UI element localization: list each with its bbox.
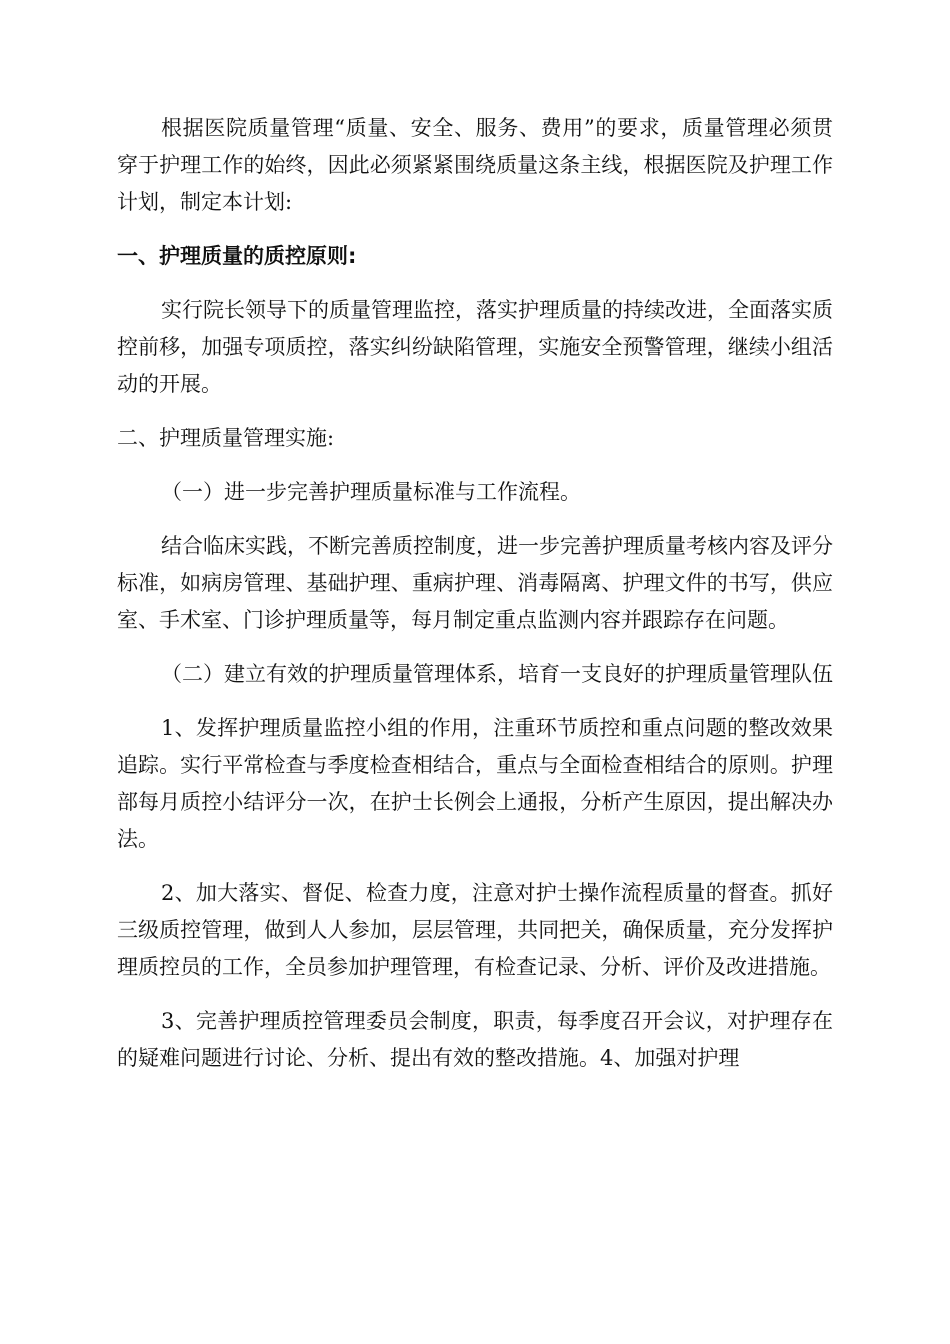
sub1-body: 结合临床实践，不断完善质控制度，进一步完善护理质量考核内容及评分标准，如病房管理、基础护理、重病护理、消毒隔离、护理文件的书写，供应室、手术室、门诊护理质量等，每月制定重点监测内容并跟踪存在问题。 bbox=[117, 534, 833, 632]
document-page bbox=[117, 110, 833, 1094]
sub2-heading: （二）建立有效的护理质量管理体系，培育一支良好的护理质量管理队伍 bbox=[161, 662, 833, 686]
item2-paragraph: 2、加大落实、督促、检查力度，注意对护士操作流程质量的督查。抓好三级质控管理，做到人人参加，层层管理，共同把关，确保质量，充分发挥护理质控员的工作，全员参加护理管理，有检查记录、分析、评价及改进措施。 bbox=[117, 881, 833, 979]
section2-heading: 二、护理质量管理实施: bbox=[117, 426, 335, 450]
section1-heading: 一、护理质量的质控原则: bbox=[117, 244, 357, 268]
sub1-heading: （一）进一步完善护理质量标准与工作流程。 bbox=[161, 480, 581, 504]
section1-body: 实行院长领导下的质量管理监控，落实护理质量的持续改进，全面落实质控前移，加强专项质控，落实纠纷缺陷管理，实施安全预警管理，继续小组活动的开展。 bbox=[117, 298, 833, 396]
item3-paragraph: 3、完善护理质控管理委员会制度，职责，每季度召开会议，对护理存在的疑难问题进行讨论、分析、提出有效的整改措施。4、加强对护理 bbox=[117, 1009, 833, 1070]
item1-paragraph: 1、发挥护理质量监控小组的作用，注重环节质控和重点问题的整改效果追踪。实行平常检查与季度检查相结合，重点与全面检查相结合的原则。护理部每月质控小结评分一次，在护士长例会上通报，分析产生原因，提出解决办法。 bbox=[117, 716, 833, 851]
intro-paragraph: 根据医院质量管理“质量、安全、服务、费用”的要求，质量管理必须贯穿于护理工作的始终，因此必须紧紧围绕质量这条主线，根据医院及护理工作计划，制定本计划: bbox=[117, 116, 833, 214]
